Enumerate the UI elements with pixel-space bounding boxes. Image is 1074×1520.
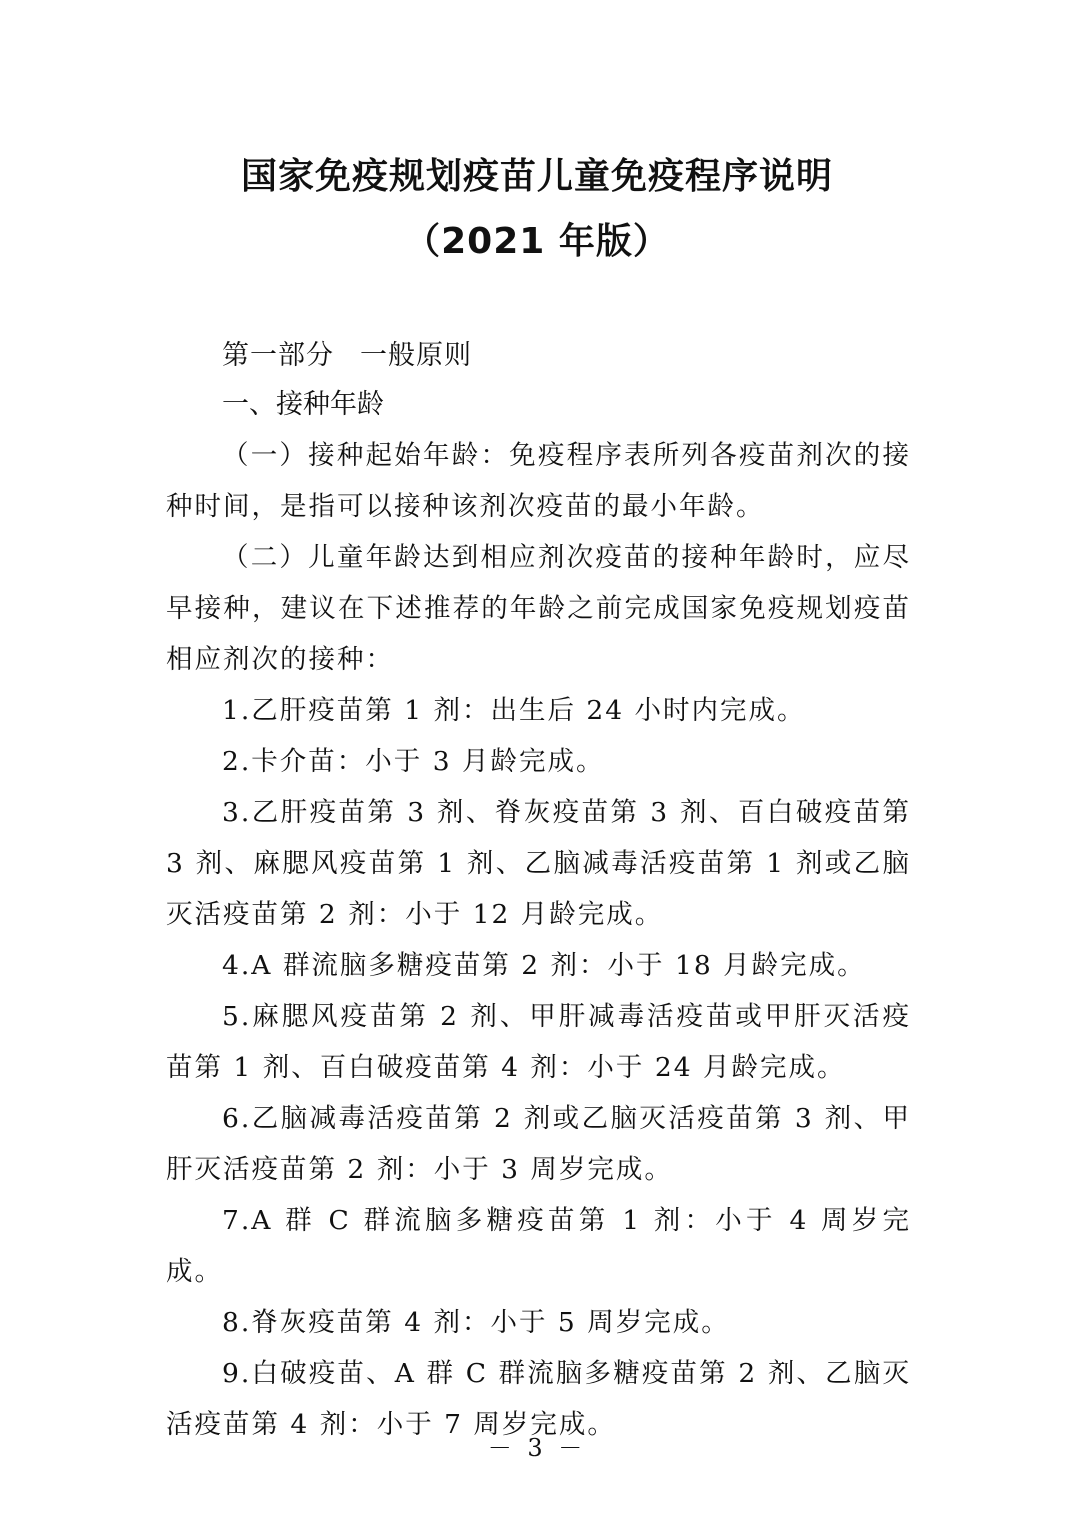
paragraph-recommendation: （二）儿童年龄达到相应剂次疫苗的接种年龄时，应尽早接种，建议在下述推荐的年龄之前完成国家免疫规划疫苗相应剂次的接种：	[166, 542, 911, 675]
part-heading	[222, 333, 472, 372]
part-label: 第一部分	[222, 340, 334, 371]
paragraph-start-age: （一）接种起始年龄：免疫程序表所列各疫苗剂次的接种时间，是指可以接种该剂次疫苗的最小年龄。	[166, 440, 911, 522]
list-item-9: 9.白破疫苗、A 群 C 群流脑多糖疫苗第 2 剂、乙脑灭活疫苗第 4 剂：小于 7 周岁完成。	[166, 1358, 911, 1440]
list-item-8: 8.脊灰疫苗第 4 剂：小于 5 周岁完成。	[222, 1307, 730, 1338]
page-number: － 3 －	[487, 1434, 587, 1462]
list-item-3: 3.乙肝疫苗第 3 剂、脊灰疫苗第 3 剂、百白破疫苗第 3 剂、麻腮风疫苗第 1 剂、乙脑减毒活疫苗第 1 剂或乙脑灭活疫苗第 2 剂：小于 12 月龄完成。	[166, 797, 911, 930]
list-item-1: 1.乙肝疫苗第 1 剂：出生后 24 小时内完成。	[222, 695, 806, 726]
list-item-6: 6.乙脑减毒活疫苗第 2 剂或乙脑灭活疫苗第 3 剂、甲肝灭活疫苗第 2 剂：小于 3 周岁完成。	[166, 1103, 911, 1185]
part-title: 一般原则	[360, 340, 472, 371]
section-heading: 一、接种年龄	[222, 389, 384, 420]
list-item-2: 2.卡介苗：小于 3 月龄完成。	[222, 746, 605, 777]
list-item-5: 5.麻腮风疫苗第 2 剂、甲肝减毒活疫苗或甲肝灭活疫苗第 1 剂、百白破疫苗第 4 剂：小于 24 月龄完成。	[166, 1001, 911, 1083]
list-item-7: 7.A 群 C 群流脑多糖疫苗第 1 剂：小于 4 周岁完成。	[166, 1205, 911, 1287]
list-item-4: 4.A 群流脑多糖疫苗第 2 剂：小于 18 月龄完成。	[222, 950, 866, 981]
document-subtitle-edition: （2021 年版）	[404, 221, 670, 262]
document-body	[166, 430, 911, 1450]
document-title: 国家免疫规划疫苗儿童免疫程序说明	[240, 156, 833, 197]
